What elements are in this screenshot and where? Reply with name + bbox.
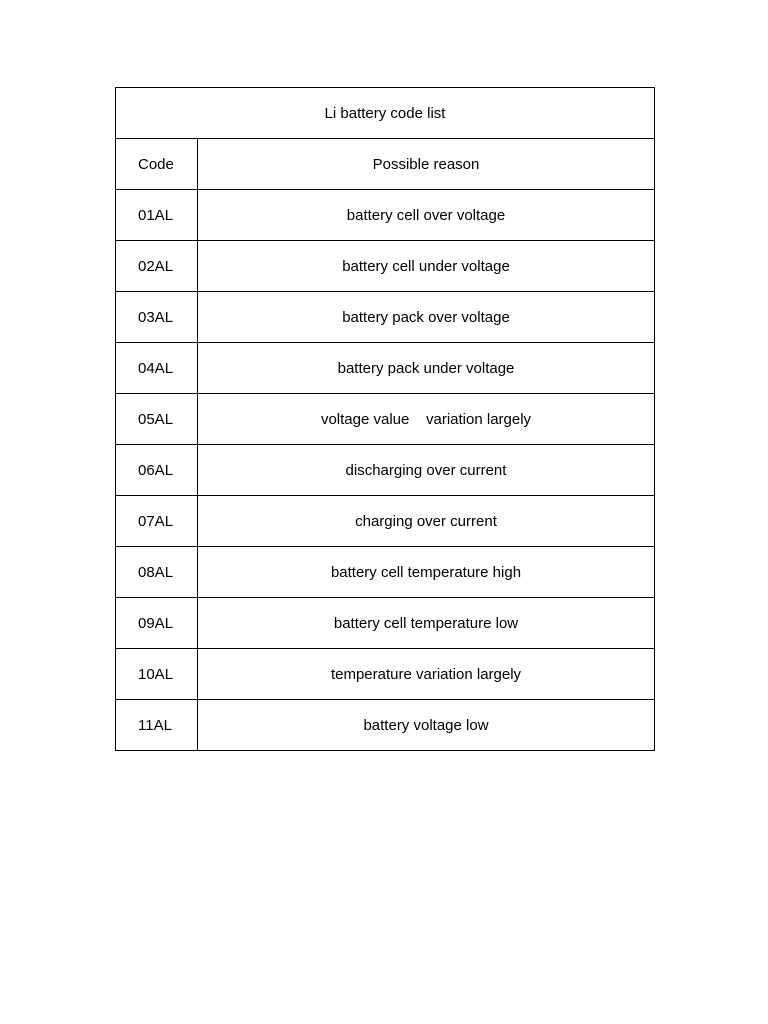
code-cell: 11AL — [116, 700, 198, 751]
reason-cell: battery cell temperature high — [198, 547, 655, 598]
table-row — [116, 190, 655, 241]
table-row — [116, 343, 655, 394]
table-row — [116, 445, 655, 496]
code-cell: 07AL — [116, 496, 198, 547]
reason-cell: battery cell temperature low — [198, 598, 655, 649]
table-row — [116, 700, 655, 751]
battery-code-table — [115, 87, 655, 751]
reason-cell: discharging over current — [198, 445, 655, 496]
code-cell: 06AL — [116, 445, 198, 496]
code-cell: 05AL — [116, 394, 198, 445]
table-body — [116, 88, 655, 751]
reason-cell: charging over current — [198, 496, 655, 547]
table-row — [116, 649, 655, 700]
reason-column-header: Possible reason — [198, 139, 655, 190]
reason-cell: battery pack under voltage — [198, 343, 655, 394]
table-row — [116, 241, 655, 292]
reason-cell: battery cell over voltage — [198, 190, 655, 241]
code-cell: 03AL — [116, 292, 198, 343]
reason-cell: battery pack over voltage — [198, 292, 655, 343]
table-row — [116, 292, 655, 343]
table-title-row — [116, 88, 655, 139]
table-row — [116, 547, 655, 598]
table-title: Li battery code list — [116, 88, 655, 139]
code-cell: 04AL — [116, 343, 198, 394]
reason-cell: temperature variation largely — [198, 649, 655, 700]
code-cell: 02AL — [116, 241, 198, 292]
table-row — [116, 496, 655, 547]
code-cell: 08AL — [116, 547, 198, 598]
reason-cell: voltage value variation largely — [198, 394, 655, 445]
code-cell: 10AL — [116, 649, 198, 700]
code-column-header: Code — [116, 139, 198, 190]
code-cell: 01AL — [116, 190, 198, 241]
table-header-row — [116, 139, 655, 190]
reason-cell: battery voltage low — [198, 700, 655, 751]
table-row — [116, 598, 655, 649]
table-row — [116, 394, 655, 445]
code-cell: 09AL — [116, 598, 198, 649]
reason-cell: battery cell under voltage — [198, 241, 655, 292]
